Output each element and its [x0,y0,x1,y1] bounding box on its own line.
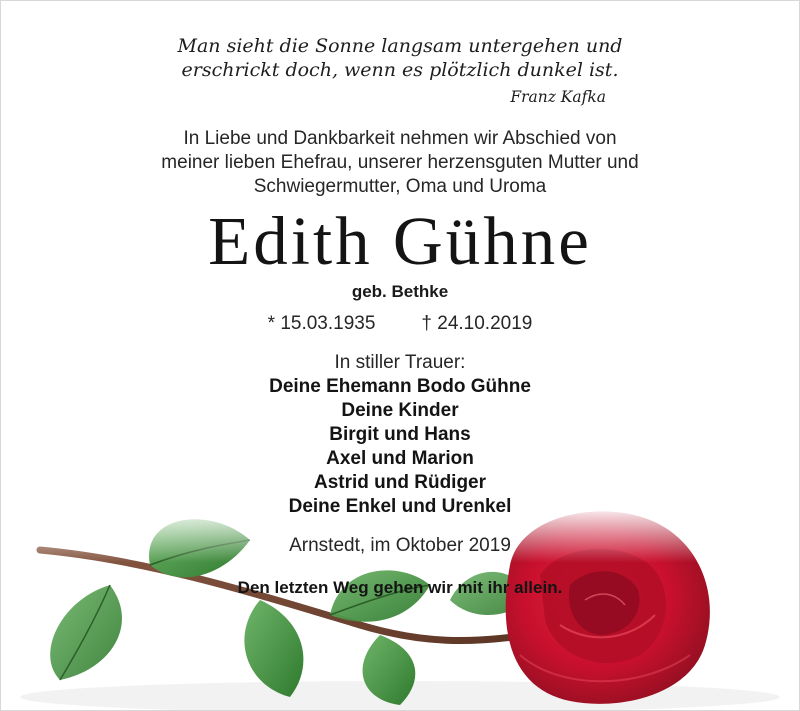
intro-line-3: Schwiegermutter, Oma und Uroma [253,176,547,197]
quote-author: Franz Kafka [510,88,606,106]
mourning-heading: In stiller Trauer: [334,352,466,373]
mourner-line: Axel und Marion [326,448,474,469]
closing-line: Den letzten Weg gehen wir mit ihr allein. [237,578,563,597]
mourner-line: Deine Kinder [341,400,459,421]
quote-line-2: erschrickt doch, wenn es plötzlich dunkel ist. [181,59,619,81]
mourner-line: Birgit und Hans [329,424,471,445]
life-dates [0,313,800,335]
mourner-line: Deine Enkel und Urenkel [288,496,512,517]
intro-line-1: In Liebe und Dankbarkeit nehmen wir Abschied von [183,128,617,149]
mourner-line: Deine Ehemann Bodo Gühne [269,376,531,397]
birth-date: * 15.03.1935 [267,313,376,334]
intro-line-2: meiner lieben Ehefrau, unserer herzensguten Mutter und [161,152,639,173]
quote-line-1: Man sieht die Sonne langsam untergehen und [177,35,623,57]
mourner-line: Astrid und Rüdiger [313,472,487,493]
place-date: Arnstedt, im Oktober 2019 [289,535,511,556]
maiden-name: geb. Bethke [351,282,449,301]
deceased-name: Edith Gühne [208,203,592,279]
death-date: † 24.10.2019 [421,313,533,334]
